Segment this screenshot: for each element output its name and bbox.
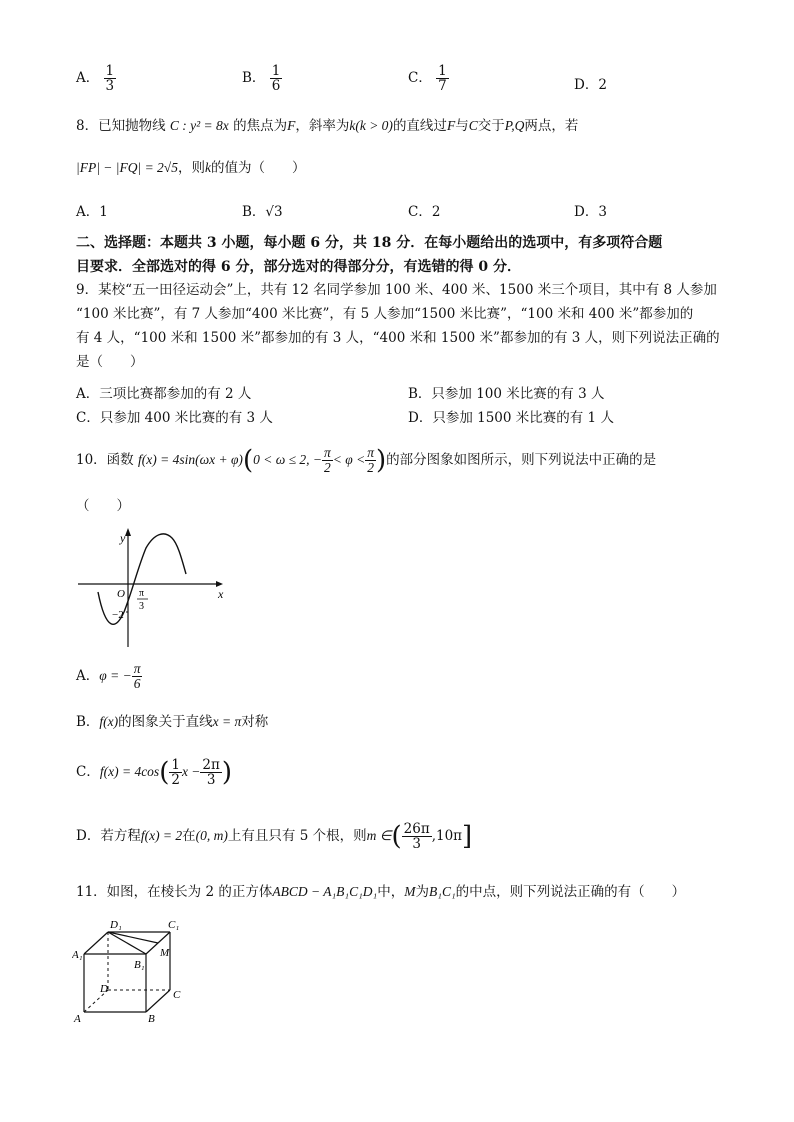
q10-option-a[interactable]: A．φ = − $\frac{\pi}{6}$: [76, 661, 141, 692]
x-label: x: [218, 587, 224, 601]
q8-option-c[interactable]: C．2: [408, 204, 441, 220]
q9-line: 是（ ）: [76, 354, 144, 370]
fraction: $\frac{2\pi}{3}$: [202, 756, 220, 788]
q10-sine-graph: [76, 522, 226, 652]
label-d: D: [100, 983, 108, 995]
q10-option-d[interactable]: D．若方程f(x) = 2在(0, m)上有且只有 5 个根，则m ∈( $\frac{26\pi}{3}$ ,10π]: [76, 820, 473, 852]
label-m: M: [160, 947, 170, 959]
q7-option-b[interactable]: B． $\frac{1}{6}$: [242, 63, 281, 95]
q9-stem: [76, 278, 724, 374]
q9-option-c[interactable]: C．只参加 400 米比赛的有 3 人: [76, 410, 273, 426]
q8-line1: 8．已知抛物线 C : y² = 8x 的焦点为F，斜率为k(k > 0)的直线过F与C交于P,Q两点，若: [76, 118, 579, 134]
q8-line2: |FP| − |FQ| = 2√5，则k的值为（ ）: [76, 160, 306, 176]
q7-option-a[interactable]: A． $\frac{1}{3}$: [76, 63, 115, 95]
q9-line: 有 4 人，“100 米和 1500 米”都参加的有 3 人，“400 米和 1500 米”都参加的有 3 人，则下列说法正确的: [76, 330, 720, 346]
y-label: y: [120, 531, 126, 545]
fraction: $\frac{1}{3}$: [105, 63, 115, 95]
q10-stem: 10．函数 f(x) = 4sin(ωx + φ)(0 < ω ≤ 2, − $\frac{\pi}{2}$ < φ < $\frac{\pi}{2}$ )的部分图象如图所示，则下列说法中正确的是: [76, 444, 657, 476]
q9-option-b[interactable]: B．只参加 100 米比赛的有 3 人: [408, 386, 605, 402]
segment-d1m: [108, 932, 158, 943]
section2-line1: 二、选择题：本题共 3 小题，每小题 6 分，共 18 分．在每小题给出的选项中，有多项符合题: [76, 235, 663, 251]
fraction: $\frac{\pi}{2}$: [324, 444, 331, 475]
q7-option-d[interactable]: D．2: [574, 77, 607, 93]
q8-option-d[interactable]: D．3: [574, 204, 607, 220]
q9-option-d[interactable]: D．只参加 1500 米比赛的有 1 人: [408, 410, 614, 426]
fraction: $\frac{1}{2}$: [171, 756, 180, 788]
fraction: $\frac{\pi}{2}$: [367, 444, 374, 475]
label-a1: A₁: [72, 949, 83, 961]
q10-option-b[interactable]: B．f(x)的图象关于直线x = π对称: [76, 714, 269, 730]
q9-line: “100 米比赛”，有 7 人参加“400 米比赛”，有 5 人参加“1500 米比赛”，“100 米和 400 米”都参加的: [76, 306, 694, 322]
q11-cube-figure: [72, 914, 202, 1026]
q10-answer-paren: （ ）: [76, 498, 130, 514]
q9-option-a[interactable]: A．三项比赛都参加的有 2 人: [76, 386, 252, 402]
section2-line2: 目要求．全部选对的得 6 分，部分选对的得部分分，有选错的得 0 分．: [76, 259, 521, 275]
edge-bc: [146, 990, 170, 1012]
label-b: B: [148, 1013, 155, 1025]
fraction: $\frac{\pi}{6}$: [133, 661, 141, 692]
fraction: $\frac{1}{7}$: [438, 63, 447, 95]
label-c: C: [173, 989, 181, 1001]
label-d1: D₁: [110, 919, 122, 931]
q10-option-c[interactable]: C．f(x) = 4cos( $\frac{1}{2}$ x − $\frac{2\pi}{3}$ ): [76, 756, 233, 788]
fraction: $\frac{26\pi}{3}$: [403, 820, 430, 852]
fraction: $\frac{1}{6}$: [271, 63, 281, 95]
q8-option-b[interactable]: B．√3: [242, 204, 283, 220]
q7-option-c[interactable]: C． $\frac{1}{7}$: [408, 63, 447, 95]
segment-d1b1: [108, 932, 146, 954]
label-a: A: [74, 1013, 81, 1025]
y-tick-label: −2: [112, 609, 124, 621]
label-c1: C₁: [168, 919, 180, 931]
x-tick-num: π: [139, 588, 145, 599]
q9-line: 9．某校“五一田径运动会”上，共有 12 名同学参加 100 米、400 米、1500 米三个项目，其中有 8 人参加: [76, 282, 717, 298]
edge-a1d1: [84, 932, 108, 954]
q8-option-a[interactable]: A．1: [76, 204, 108, 220]
y-axis-arrow-icon: [125, 528, 131, 536]
label-b1: B₁: [134, 959, 145, 971]
origin-label: O: [117, 588, 125, 600]
q11-stem: 11．如图，在棱长为 2 的正方体ABCD − A₁B₁C₁D₁中，M为B₁C₁的中点，则下列说法正确的有（ ）: [76, 884, 686, 900]
x-tick-den: 3: [139, 601, 144, 612]
